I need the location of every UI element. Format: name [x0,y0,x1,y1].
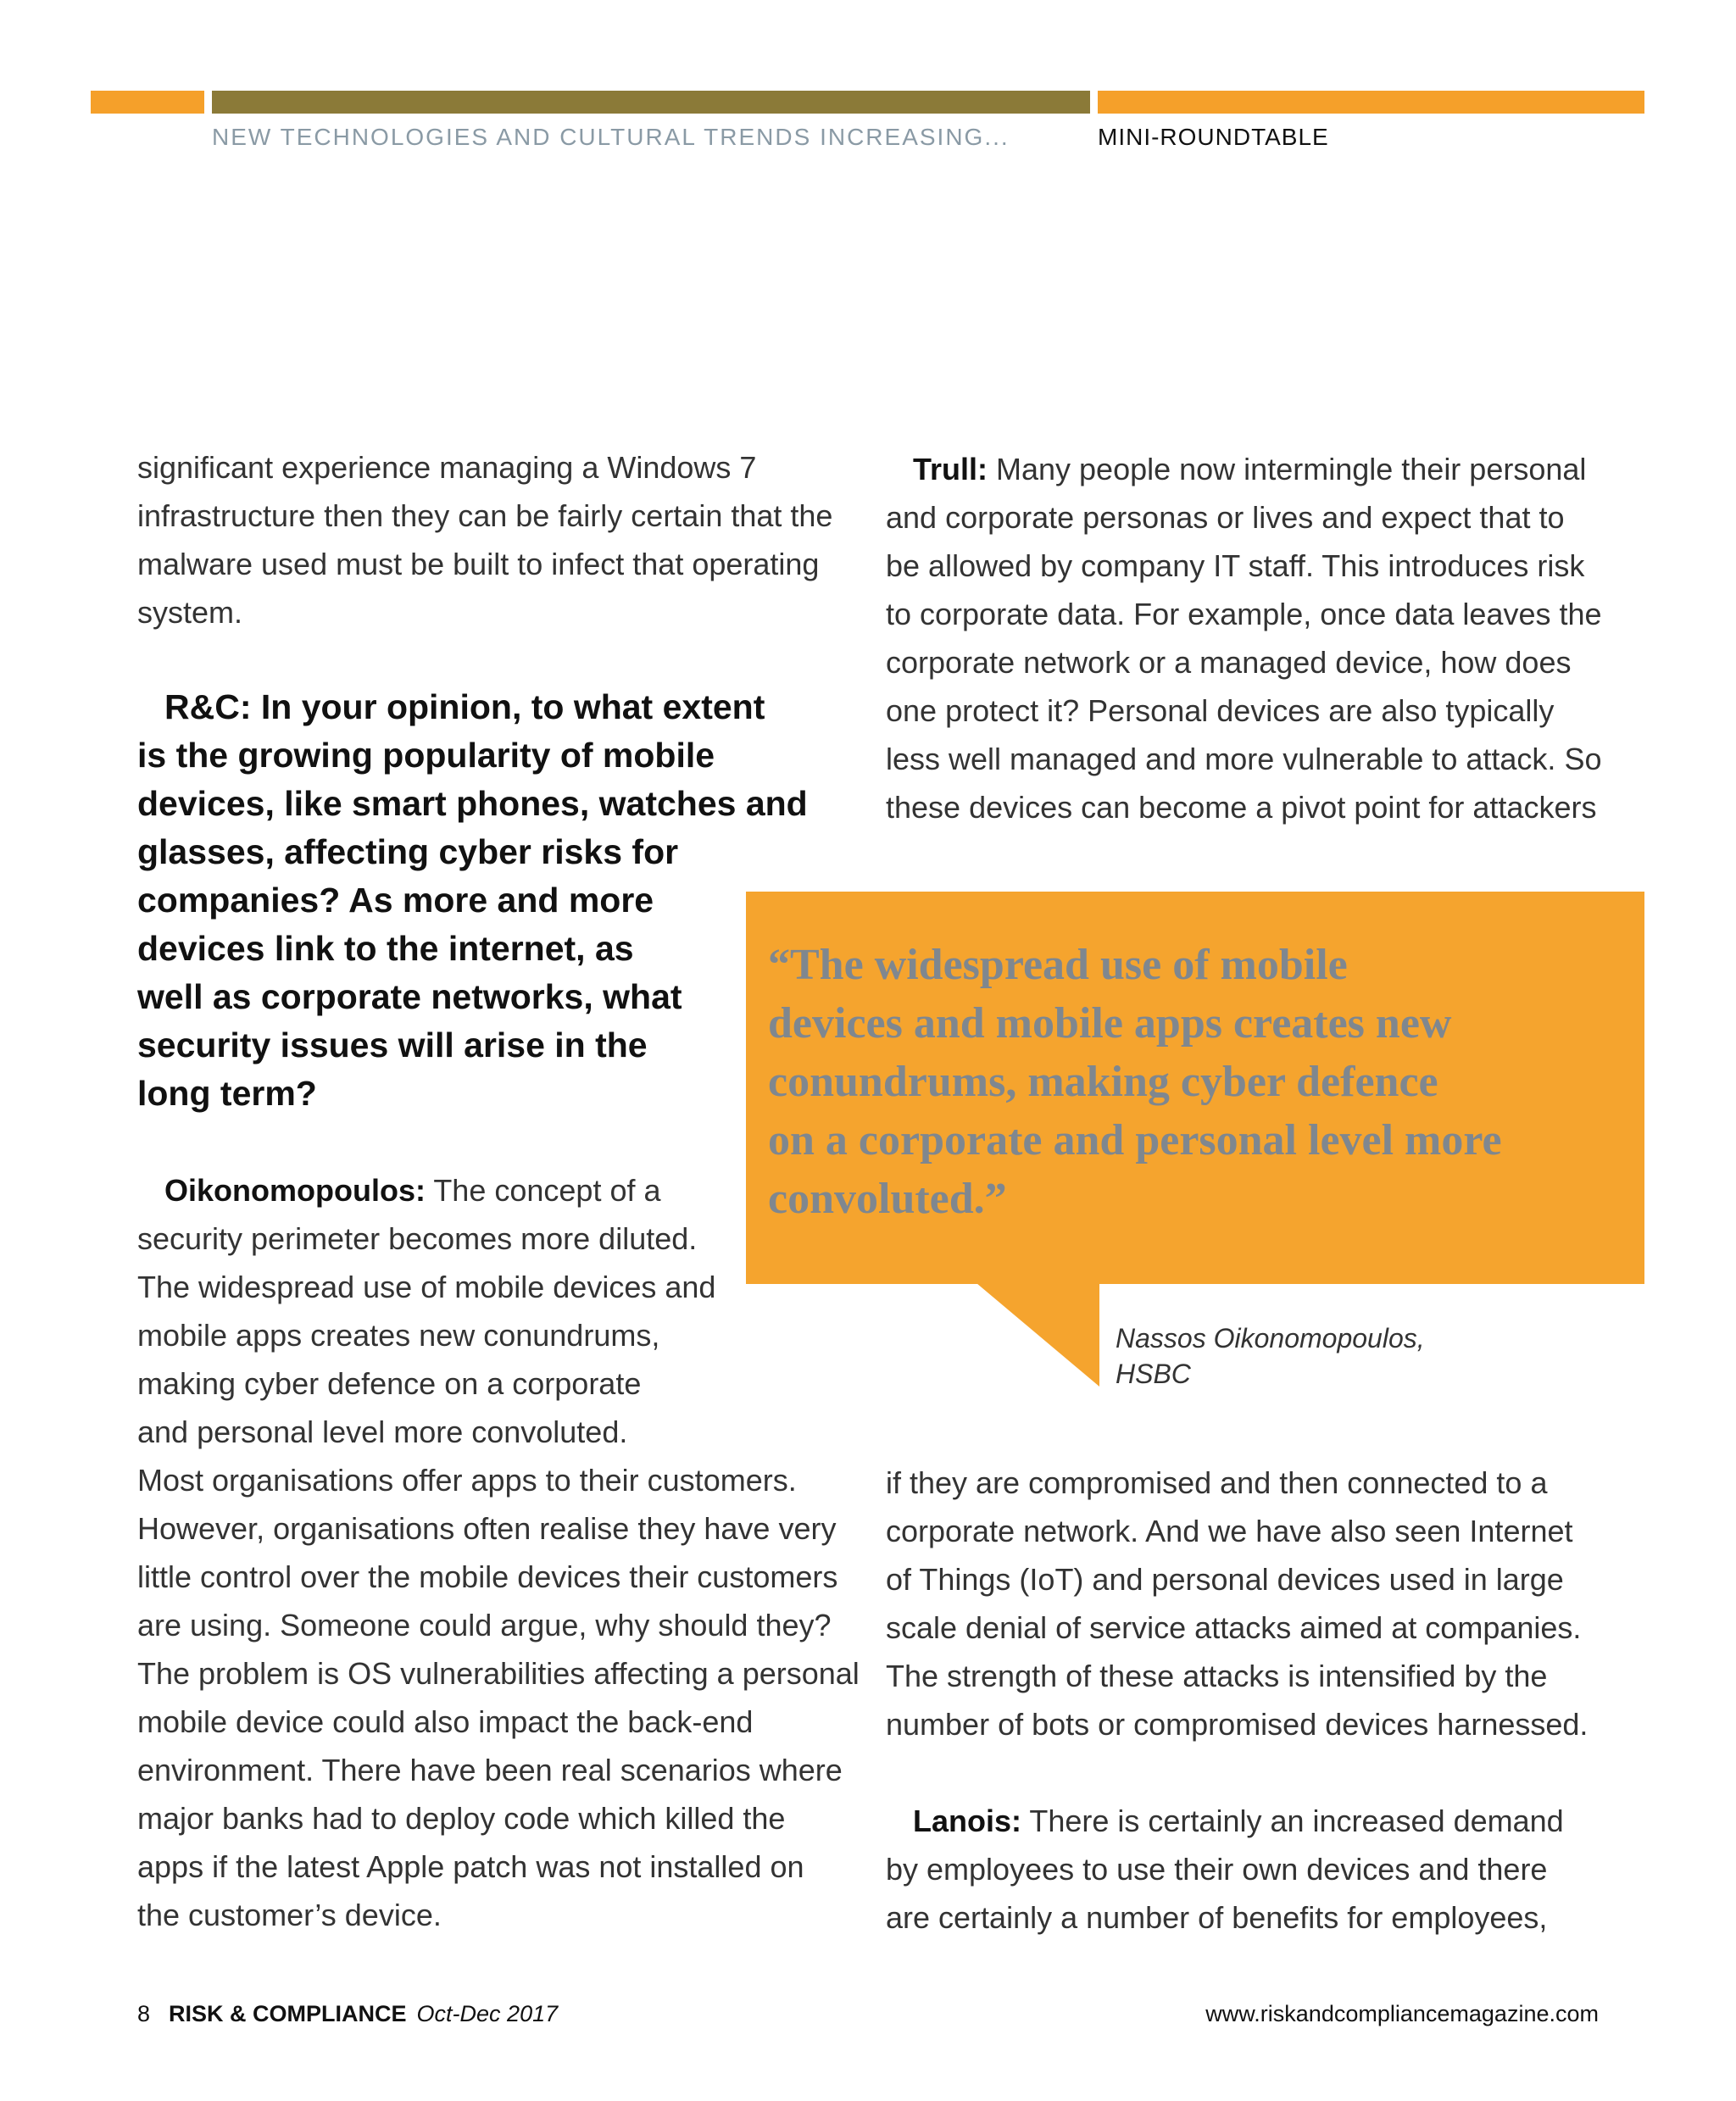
text-line: and personal level more convoluted. [137,1415,628,1449]
speech-bubble-tail [976,1283,1104,1388]
text-line: environment. There have been real scenarios where [137,1753,843,1787]
text-line: mobile apps creates new conundrums, [137,1318,660,1353]
page-number: 8 [137,2001,151,2026]
text-line: these devices can become a pivot point for attackers [886,790,1597,825]
text-line: corporate network or a managed device, how does [886,645,1572,680]
quote-line: devices and mobile apps creates new [768,999,1452,1048]
page-footer [137,2001,558,2027]
text-line: corporate network. And we have also seen Internet [886,1514,1573,1548]
text-line: Many people now intermingle their personal [988,452,1587,486]
text-line: In your opinion, to what extent [251,687,765,726]
question-label: R&C: [164,687,252,726]
left-column-intro [137,443,858,636]
quote-line: convoluted.” [768,1175,1007,1223]
text-line: malware used must be built to infect that operating [137,547,820,581]
text-line: number of bots or compromised devices harnessed. [886,1707,1589,1742]
text-line: if they are compromised and then connected to a [886,1465,1548,1500]
text-line: less well managed and more vulnerable to attack. So [886,742,1602,776]
magazine-name: RISK & COMPLIANCE [169,2001,407,2026]
attribution-org: HSBC [1116,1359,1191,1389]
quote-line: on a corporate and personal level more [768,1116,1502,1164]
text-line: mobile device could also impact the back-end [137,1704,754,1739]
text-line: scale denial of service attacks aimed at companies. [886,1610,1582,1645]
text-line: security issues will arise in the [137,1025,648,1064]
website-link[interactable]: www.riskandcompliancemagazine.com [1205,2001,1599,2026]
quote-line: conundrums, making cyber defence [768,1058,1438,1106]
attribution-name: Nassos Oikonomopoulos, [1116,1323,1425,1353]
header-accent-bar-right [1098,91,1644,114]
text-line: devices, like smart phones, watches and [137,784,808,823]
text-line: The widespread use of mobile devices and [137,1270,716,1304]
issue-date: Oct-Dec 2017 [416,2001,559,2026]
text-line: are using. Someone could argue, why should they? [137,1608,832,1642]
speaker-name: Trull: [913,452,988,486]
text-line: glasses, affecting cyber risks for [137,832,679,871]
text-line: long term? [137,1074,317,1113]
text-line: The strength of these attacks is intensified by the [886,1659,1548,1693]
text-line: one protect it? Personal devices are also typically [886,693,1555,728]
text-line: making cyber defence on a corporate [137,1366,642,1401]
text-line: However, organisations often realise they have very [137,1511,837,1546]
text-line: of Things (IoT) and personal devices used in large [886,1562,1564,1597]
speaker-name: Lanois: [913,1804,1022,1838]
pull-quote-box [746,892,1644,1284]
lanois-answer [886,1797,1649,1942]
text-line: devices link to the internet, as [137,929,634,968]
text-line: The problem is OS vulnerabilities affecting a personal [137,1656,860,1691]
text-line: to corporate data. For example, once data leaves the [886,597,1602,631]
text-line: major banks had to deploy code which killed the [137,1801,786,1836]
text-line: is the growing popularity of mobile [137,736,715,775]
text-line: Most organisations offer apps to their customers. [137,1463,797,1498]
header-accent-bar-left [91,91,204,114]
text-line: well as corporate networks, what [137,977,682,1016]
text-line: by employees to use their own devices and there [886,1852,1548,1887]
text-line: The concept of a [425,1173,661,1208]
text-line: companies? As more and more [137,881,654,920]
text-line: and corporate personas or lives and expect that to [886,500,1565,535]
section-type-label: MINI-ROUNDTABLE [1098,124,1329,150]
text-line: infrastructure then they can be fairly certain that the [137,498,833,533]
header-accent-bar-middle [212,91,1090,114]
section-title: NEW TECHNOLOGIES AND CULTURAL TRENDS INCREASING... [212,124,1010,150]
pull-quote-text [768,936,1619,1228]
text-line: security perimeter becomes more diluted. [137,1221,698,1256]
text-line: little control over the mobile devices their customers [137,1559,838,1594]
trull-answer-continued [886,1459,1649,1748]
text-line: are certainly a number of benefits for employees, [886,1900,1548,1935]
pull-quote-attribution [1116,1320,1425,1392]
text-line: be allowed by company IT staff. This introduces risk [886,548,1585,583]
text-line: significant experience managing a Windows 7 [137,450,757,485]
text-line: system. [137,595,243,630]
text-line: There is certainly an increased demand [1021,1804,1564,1838]
quote-line: “The widespread use of mobile [768,941,1348,989]
trull-answer [886,445,1649,831]
speaker-name: Oikonomopoulos: [164,1173,426,1208]
text-line: the customer’s device. [137,1898,442,1932]
text-line: apps if the latest Apple patch was not installed on [137,1849,804,1884]
